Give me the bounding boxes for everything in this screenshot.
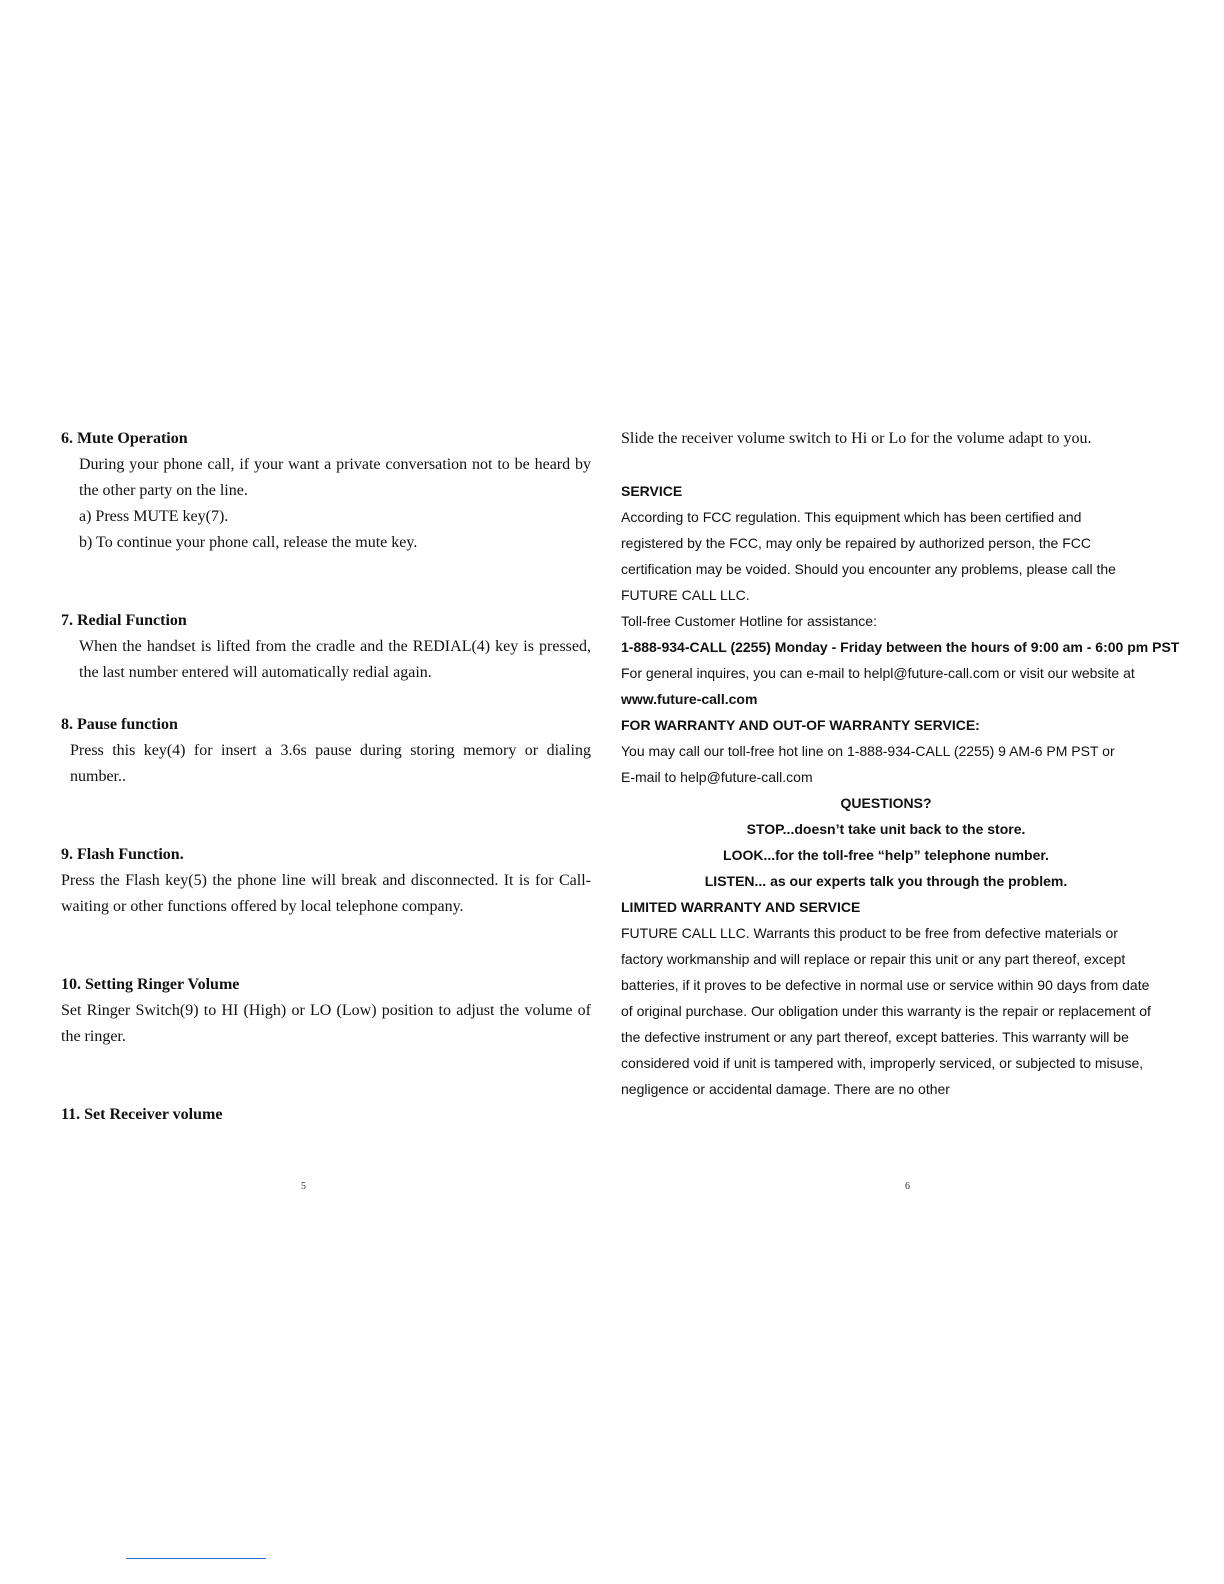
questions-title: QUESTIONS?: [840, 795, 932, 811]
section-limited-warranty: [621, 894, 1181, 1102]
ringer-body: Set Ringer Switch(9) to HI (High) or LO (Low) position to adjust the volume of the ringer.: [61, 1002, 591, 1045]
receiver-volume-continued: Slide the receiver volume switch to Hi or Lo for the volume adapt to you.: [621, 430, 1092, 447]
service-inquiries: For general inquires, you can e-mail to helpl@future-call.com or visit our website at: [621, 665, 1135, 681]
heading-redial-function: 7. Redial Function: [61, 612, 187, 629]
section-warranty-service: [621, 712, 1181, 790]
page-number-right: 6: [905, 1181, 910, 1192]
flash-body: Press the Flash key(5) the phone line will break and disconnected. It is for Call-waiting or other functions offered by local telephone company.: [61, 872, 591, 915]
heading-limited-warranty: LIMITED WARRANTY AND SERVICE: [621, 899, 861, 915]
heading-pause-function: 8. Pause function: [61, 716, 178, 733]
section-questions: [621, 790, 1181, 894]
warranty-service-line2: E-mail to help@future-call.com: [621, 769, 813, 785]
service-website-link[interactable]: www.future-call.com: [621, 691, 758, 707]
service-body: According to FCC regulation. This equipment which has been certified and registered by the FCC, may only be repaired by authorized person, the FCC certification may be voided. Should you encounter any problems, please call the FUTURE CALL LLC.: [621, 509, 1116, 603]
heading-flash-function: 9. Flash Function.: [61, 846, 184, 863]
section-service: [621, 478, 1181, 712]
pause-body: Press this key(4) for insert a 3.6s pause during storing memory or dialing number..: [70, 742, 591, 785]
heading-receiver-volume: 11. Set Receiver volume: [61, 1106, 223, 1123]
section-pause-function: [61, 712, 591, 790]
questions-stop: STOP...doesn’t take unit back to the store.: [746, 821, 1026, 837]
mute-intro: During your phone call, if your want a private conversation not to be heard by the other party on the line.: [79, 456, 591, 499]
questions-look: LOOK...for the toll-free “help” telephone number.: [723, 847, 1049, 863]
questions-listen: LISTEN... as our experts talk you through the problem.: [704, 873, 1068, 889]
mute-step-a: a) Press MUTE key(7).: [79, 508, 229, 525]
service-hotline: 1-888-934-CALL (2255) Monday - Friday between the hours of 9:00 am - 6:00 pm PST: [621, 639, 1180, 655]
heading-warranty-service: FOR WARRANTY AND OUT-OF WARRANTY SERVICE:: [621, 717, 980, 733]
heading-service: SERVICE: [621, 483, 683, 499]
right-page: [621, 426, 1181, 1102]
heading-ringer-volume: 10. Setting Ringer Volume: [61, 976, 240, 993]
limited-warranty-body: FUTURE CALL LLC. Warrants this product to be free from defective materials or factory workmanship and will replace or repair this unit or any part thereof, except batteries, if it proves to be defective in normal use or service within 90 days from date of original purchase. Our obligation under this warranty is the repair or replacement of the defective instrument or any part thereof, except batteries. This warranty will be considered void if unit is tampered with, improperly serviced, or subjected to misuse, negligence or accidental damage. There are no other: [621, 925, 1151, 1097]
bottom-divider-line: [126, 1558, 266, 1559]
section-flash-function: [61, 842, 591, 920]
page-number-left: 5: [301, 1181, 306, 1192]
section-ringer-volume: [61, 972, 591, 1050]
section-mute-operation: [61, 426, 591, 556]
heading-mute-operation: 6. Mute Operation: [61, 430, 188, 447]
section-receiver-volume: [61, 1102, 591, 1128]
section-redial-function: [61, 608, 591, 686]
redial-body: When the handset is lifted from the cradle and the REDIAL(4) key is pressed, the last number entered will automatically redial again.: [79, 638, 591, 681]
warranty-service-line1: You may call our toll-free hot line on 1-888-934-CALL (2255) 9 AM-6 PM PST or: [621, 743, 1115, 759]
service-hotline-label: Toll-free Customer Hotline for assistance:: [621, 613, 877, 629]
mute-step-b: b) To continue your phone call, release the mute key.: [79, 534, 418, 551]
left-page: [61, 426, 591, 1128]
